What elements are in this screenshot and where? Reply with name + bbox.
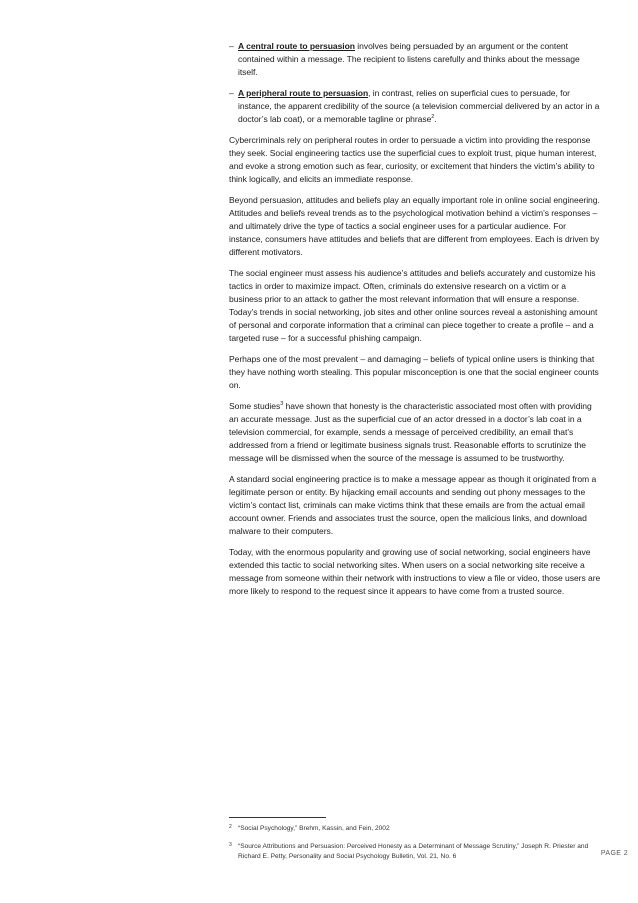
paragraph-assess-audience: The social engineer must assess his audience’s attitudes and beliefs accurately and customize his tactics in order to maximize impact. Often, criminals do extensive research on a victim or a business prior to an attack to gather the most relevant information that will ensure a response. Today’s trends in social networking, job sites and other online sources reveal a astonishing amount of personal and corporate information that a criminal can piece together to create a profile – and a targeted ruse – for a successful phishing campaign. — [229, 268, 598, 343]
bullet-central-route — [229, 40, 601, 79]
footnote-text: “Source Attributions and Persuasion: Perceived Honesty as a Determinant of Message Scrutiny,” Joseph R. Priester and Richard E. Petty, Personality and Social Psychology Bulletin, Vol. 21, No. 6 — [238, 842, 589, 860]
footnote-item — [229, 824, 601, 835]
paragraph-misconception: Perhaps one of the most prevalent – and damaging – beliefs of typical online users is thinking that they have nothing worth stealing. This popular misconception is one that the social engineer counts on. — [229, 354, 599, 390]
bullet-tail: . — [434, 114, 437, 124]
footnotes — [229, 824, 601, 870]
bullet-term: A peripheral route to persuasion — [238, 88, 369, 98]
footnote-divider — [229, 817, 326, 818]
document-body — [229, 40, 601, 606]
bullet-dash: – — [229, 41, 234, 51]
footnote-ref: 2 — [431, 114, 435, 121]
paragraph-social-networking: Today, with the enormous popularity and growing use of social networking, social engineers have extended this tactic to social networking sites. When users on a social networking site receive a message from someone within their network with instructions to view a file or video, those users are more likely to respond to the request since it appears to have come from a trusted source. — [229, 547, 601, 596]
bullet-peripheral-route — [229, 87, 601, 126]
studies-before: Some studies — [229, 401, 281, 411]
footnote-text: “Social Psychology,” Brehm, Kassin, and Fein, 2002 — [238, 825, 390, 832]
paragraph-cybercriminals: Cybercriminals rely on peripheral routes in order to persuade a victim into providing the response they seek. Social engineering tactics use the superficial cues to exploit trust, pique human interest, and evoke a strong emotion such as fear, curiosity, or excitement that hinders the victim’s ability to think logically, and elicits an immediate response. — [229, 135, 597, 184]
studies-after: have shown that honesty is the characteristic associated most often with providing an accurate message. Just as the superficial cue of an actor dressed in a doctor’s lab coat in a television commercial, for example, sends a message of perceived credibility, an email that’s addressed from a friend or legitimate business signals trust. Reasonable efforts to scrutinize the message will be dismissed when the source of the message is assumed to be trustworthy. — [229, 401, 592, 463]
paragraph-studies — [229, 400, 601, 465]
bullet-dash: – — [229, 88, 234, 98]
paragraph-hijacking: A standard social engineering practice is to make a message appear as though it originated from a legitimate person or entity. By hijacking email accounts and sending out phony messages to the victim’s contact list, criminals can make victims think that these emails are from the actual email account owner. Friends and associates trust the source, open the malicious links, and download malware to their computers. — [229, 474, 597, 536]
paragraph-attitudes: Beyond persuasion, attitudes and beliefs play an equally important role in online social engineering. Attitudes and beliefs reveal trends as to the psychological motivation behind a victim’s responses – and ultimately drive the type of tactics a social engineer uses for a particular audience. For instance, consumers have attitudes and beliefs that are different from employees. Each is driven by different motivators. — [229, 195, 600, 257]
bullet-text: , in contrast, relies on superficial cues to persuade, for instance, the apparent credibility of the source (a television commercial delivered by an actor in a doctor’s lab coat), or a memorable tagline or phrase — [238, 88, 600, 124]
footnote-ref: 3 — [280, 401, 284, 408]
footnote-item — [229, 842, 601, 863]
bullet-term: A central route to persuasion — [238, 41, 355, 51]
footnote-number: 2 — [229, 824, 232, 830]
page-number: PAGE 2 — [600, 850, 628, 857]
bullet-text: involves being persuaded by an argument or the content contained within a message. The recipient to listens carefully and thinks about the message itself. — [238, 41, 580, 77]
footnote-number: 3 — [229, 841, 232, 848]
